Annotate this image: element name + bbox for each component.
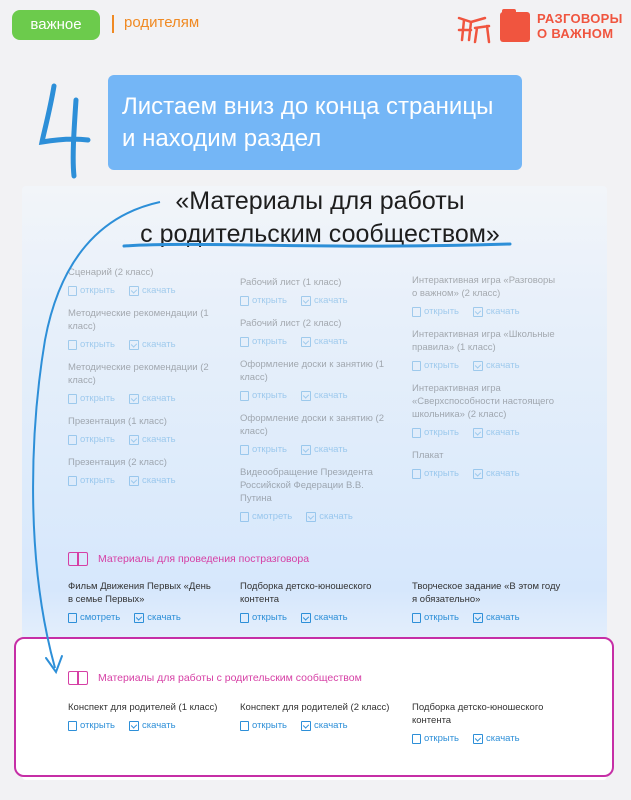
materials-col-3: [412, 274, 562, 490]
download-icon: [129, 394, 139, 404]
list-item: Интерактивная игра «Школьные правила» (1 класс) открыть скачать: [412, 329, 555, 371]
download-link[interactable]: скачать: [129, 433, 176, 446]
material-title: Фильм Движения Первых «День в семье Первых»: [68, 581, 211, 605]
download-link[interactable]: скачать: [129, 719, 176, 732]
book-icon: [68, 552, 88, 566]
download-icon: [301, 445, 311, 455]
download-icon: [301, 391, 311, 401]
document-icon: [240, 296, 249, 306]
materials-col-1: [68, 266, 218, 497]
download-link[interactable]: скачать: [473, 467, 520, 480]
document-icon: [68, 476, 77, 486]
post-col-2: [240, 580, 390, 624]
callout-line-2: с родительским сообществом»: [140, 220, 500, 248]
step-instruction: Листаем вниз до конца страницы и находим раздел: [108, 75, 522, 170]
document-icon: [412, 428, 421, 438]
watch-link[interactable]: смотреть: [240, 510, 292, 523]
download-icon: [473, 613, 483, 623]
open-link[interactable]: открыть: [240, 611, 287, 624]
download-icon: [301, 613, 311, 623]
document-icon: [240, 391, 249, 401]
download-link[interactable]: скачать: [306, 510, 353, 523]
open-link[interactable]: открыть: [240, 443, 287, 456]
material-title: Подборка детско-юношеского контента: [412, 702, 544, 726]
callout-underline: [122, 238, 512, 252]
document-icon: [412, 734, 421, 744]
book-icon: [68, 671, 88, 685]
step-number-four: [36, 80, 96, 180]
download-link[interactable]: скачать: [129, 338, 176, 351]
download-icon: [129, 721, 139, 731]
document-icon: [412, 361, 421, 371]
book-logo-icon: [500, 12, 530, 42]
document-icon: [240, 721, 249, 731]
open-link[interactable]: открыть: [68, 474, 115, 487]
download-icon: [129, 286, 139, 296]
open-link[interactable]: открыть: [68, 284, 115, 297]
list-item: Оформление доски к занятию (2 класс) открыть скачать: [240, 413, 384, 455]
download-link[interactable]: скачать: [301, 294, 348, 307]
open-link[interactable]: открыть: [412, 611, 459, 624]
material-title: Творческое задание «В этом году я обязательно»: [412, 581, 561, 605]
download-link[interactable]: скачать: [301, 389, 348, 402]
open-link[interactable]: открыть: [68, 433, 115, 446]
list-item: Методические рекомендации (2 класс) открыть скачать: [68, 362, 209, 404]
document-icon: [240, 337, 249, 347]
document-icon: [240, 613, 249, 623]
download-icon: [129, 435, 139, 445]
open-link[interactable]: открыть: [240, 389, 287, 402]
document-icon: [412, 469, 421, 479]
document-icon: [68, 721, 77, 731]
watch-link[interactable]: смотреть: [68, 611, 120, 624]
list-item: Сценарий (2 класс) открыть скачать: [68, 267, 176, 296]
download-link[interactable]: скачать: [301, 443, 348, 456]
list-item: Рабочий лист (1 класс) открыть скачать: [240, 277, 348, 306]
header-divider: [112, 15, 114, 33]
download-link[interactable]: скачать: [129, 284, 176, 297]
download-link[interactable]: скачать: [129, 474, 176, 487]
logo-line-2: О ВАЖНОМ: [537, 26, 614, 41]
download-icon: [134, 613, 144, 623]
parents-col-2: [240, 701, 390, 732]
document-icon: [240, 445, 249, 455]
post-col-1: [68, 580, 218, 624]
brand-logo: [537, 11, 623, 41]
document-icon: [68, 435, 77, 445]
document-icon: [412, 613, 421, 623]
download-icon: [306, 512, 316, 522]
material-title: Подборка детско-юношеского контента: [240, 581, 372, 605]
parents-section-title: Материалы для работы с родительским сообществом: [98, 672, 362, 684]
materials-col-2: [240, 276, 390, 533]
parents-col-1: [68, 701, 218, 732]
open-link[interactable]: открыть: [240, 719, 287, 732]
callout-line-1: «Материалы для работы: [175, 187, 465, 215]
download-link[interactable]: скачать: [473, 611, 520, 624]
video-icon: [68, 613, 77, 623]
list-item: Плакат открыть скачать: [412, 450, 520, 479]
video-icon: [240, 512, 249, 522]
list-item: Презентация (2 класс) открыть скачать: [68, 457, 176, 486]
download-icon: [473, 428, 483, 438]
download-icon: [301, 337, 311, 347]
list-item: Презентация (1 класс) открыть скачать: [68, 416, 176, 445]
open-link[interactable]: открыть: [412, 426, 459, 439]
open-link[interactable]: открыть: [240, 335, 287, 348]
parents-col-3: [412, 701, 562, 745]
document-icon: [68, 394, 77, 404]
download-icon: [473, 361, 483, 371]
download-icon: [473, 734, 483, 744]
tag-important[interactable]: важное: [12, 10, 100, 40]
post-talk-section-title: Материалы для проведения постразговора: [98, 553, 310, 565]
download-icon: [129, 340, 139, 350]
list-item: Интерактивная игра «Сверхспособности настоящего школьника» (2 класс) открыть скачать: [412, 383, 555, 438]
document-icon: [412, 307, 421, 317]
open-link[interactable]: открыть: [68, 719, 115, 732]
open-link[interactable]: открыть: [412, 305, 459, 318]
download-icon: [301, 296, 311, 306]
download-link[interactable]: скачать: [473, 426, 520, 439]
download-icon: [473, 307, 483, 317]
document-icon: [68, 340, 77, 350]
post-col-3: [412, 580, 562, 624]
download-link[interactable]: скачать: [134, 611, 181, 624]
download-link[interactable]: скачать: [473, 732, 520, 745]
post-talk-section-header: [68, 552, 309, 566]
open-link[interactable]: открыть: [412, 732, 459, 745]
material-title: Конспект для родителей (1 класс): [68, 702, 218, 713]
download-icon: [473, 469, 483, 479]
download-icon: [129, 476, 139, 486]
tag-parents[interactable]: родителям: [124, 14, 200, 31]
list-item: Интерактивная игра «Разговоры о важном» (2 класс) открыть скачать: [412, 275, 556, 317]
parents-section-header[interactable]: [68, 671, 362, 685]
list-item: Рабочий лист (2 класс) открыть скачать: [240, 318, 348, 347]
download-link[interactable]: скачать: [301, 335, 348, 348]
download-icon: [301, 721, 311, 731]
download-link[interactable]: скачать: [473, 305, 520, 318]
list-item: Оформление доски к занятию (1 класс) открыть скачать: [240, 359, 384, 401]
list-item: Методические рекомендации (1 класс) открыть скачать: [68, 308, 209, 350]
parents-section-highlight: [14, 637, 614, 777]
school-desk-icon: [455, 14, 491, 44]
download-link[interactable]: скачать: [129, 392, 176, 405]
material-title: Конспект для родителей (2 класс): [240, 702, 390, 713]
download-link[interactable]: скачать: [473, 359, 520, 372]
logo-line-1: РАЗГОВОРЫ: [537, 11, 623, 26]
document-icon: [68, 286, 77, 296]
list-item: Видеообращение Президента Российской Федерации В.В. Путина смотреть скачать: [240, 467, 373, 522]
download-link[interactable]: скачать: [301, 719, 348, 732]
open-link[interactable]: открыть: [68, 392, 115, 405]
open-link[interactable]: открыть: [412, 359, 459, 372]
open-link[interactable]: открыть: [68, 338, 115, 351]
open-link[interactable]: открыть: [412, 467, 459, 480]
open-link[interactable]: открыть: [240, 294, 287, 307]
download-link[interactable]: скачать: [301, 611, 348, 624]
